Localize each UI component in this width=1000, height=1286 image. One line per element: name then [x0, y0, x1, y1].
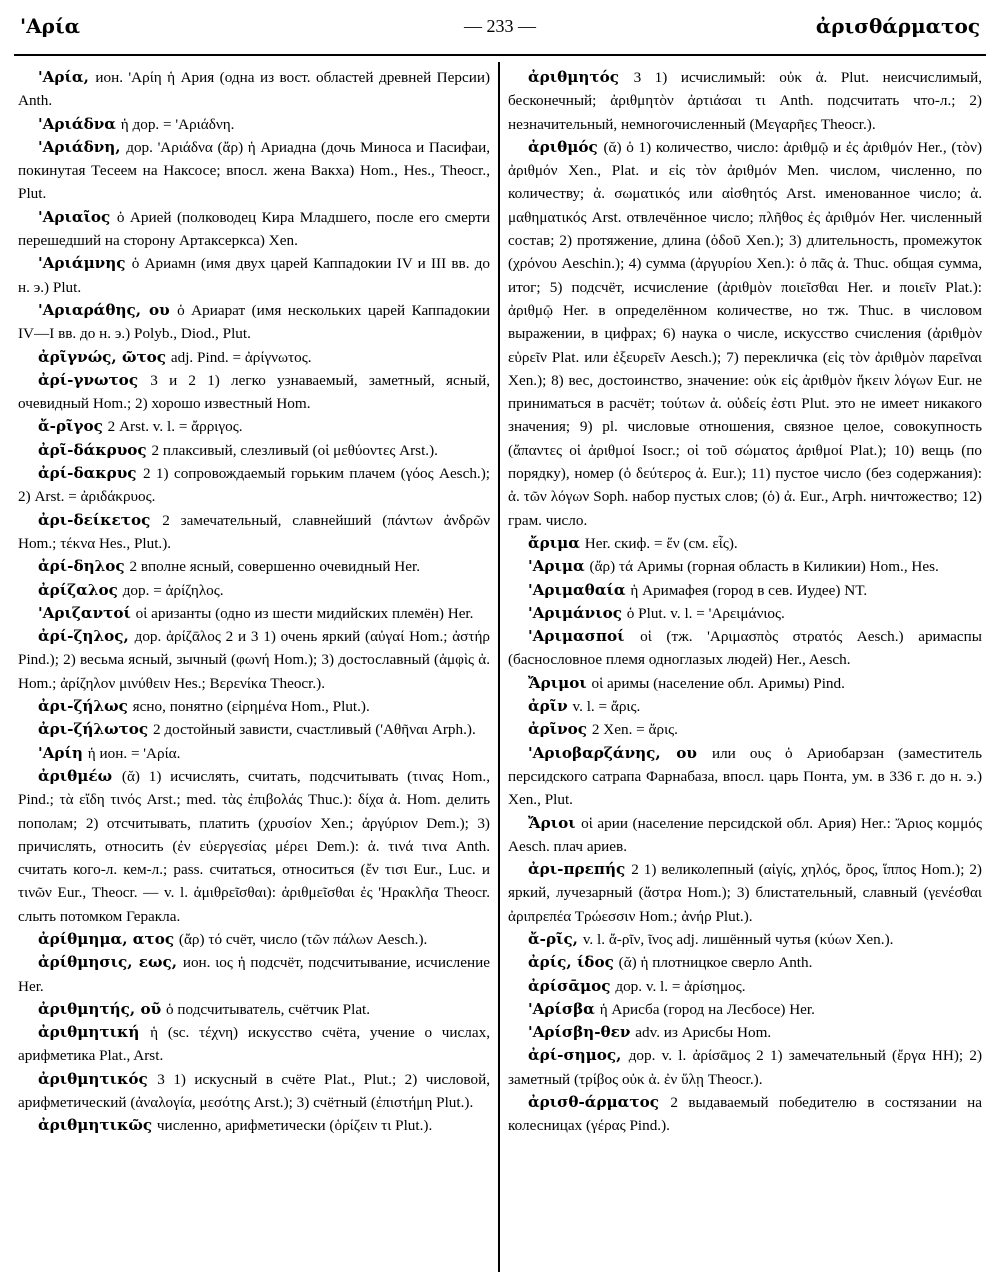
entry-definition: adj. Pind. = ἀρίγνωτος. [170, 348, 312, 366]
entry-headword: ἀρί-ζηλος, [38, 627, 129, 646]
entry-headword: 'Αριάδνη, [38, 137, 121, 156]
entry-headword: ἀρι-ζήλωτος [38, 720, 149, 739]
entry-definition: ἡ (sc. τέχνη) искусство счёта, учение о числах, арифметика Plat., Arst. [18, 1024, 490, 1065]
entry-definition: ион. ιος ἡ подсчёт, подсчитывание, исчисление Her. [18, 954, 490, 995]
entry-definition: ἡ Арисба (город на Лесбосе) Her. [599, 1000, 815, 1018]
dictionary-entry [508, 1091, 982, 1138]
dictionary-entry [508, 928, 982, 951]
dictionary-entry [18, 579, 490, 602]
running-head-left: 'Αρία [20, 14, 81, 38]
entry-definition: ὁ Ариарат (имя нескольких царей Каппадокии IV—I вв. до н. э.) Polyb., Diod., Plut. [18, 301, 490, 343]
entry-definition: численно, арифметически (ὁρίζειν τι Plut.). [156, 1117, 433, 1135]
entry-definition: дор. ἀρίζᾱλος 2 и 3 1) очень яркий (αὐγαί Hom.; ἀστήρ Pind.); 2) весьма ясный, зычный (φωνή Hom.); 3) достославный (ἀμφὶς ἀ. Hom.; ἀρίζηλον μινύθειν Hes.; Βερενίκα Theocr.). [18, 628, 490, 692]
entry-definition: 2 выдаваемый победителю в состязании на колесницах (γέρας Pind.). [508, 1094, 982, 1135]
entry-headword: ἀρίζαλος [38, 580, 118, 599]
left-column [18, 66, 490, 1276]
dictionary-entry [508, 579, 982, 602]
dictionary-entry [508, 136, 982, 532]
entry-headword: ἀριθμητική [38, 1023, 140, 1042]
dictionary-entry [508, 998, 982, 1021]
dictionary-entry [508, 625, 982, 672]
entry-headword: 'Αριμασποί [528, 627, 625, 646]
entry-headword: ἀρῖνος [528, 720, 588, 739]
dictionary-entry [18, 1114, 490, 1137]
entry-headword: ἀρί-γνωτος [38, 370, 139, 389]
entry-headword: ἀρῖγνώς, ῶτος [38, 347, 167, 366]
dictionary-entry [508, 66, 982, 136]
entry-definition: дор. v. l. = ἀρίσημος. [615, 977, 746, 995]
entry-definition: (ᾰ) ὁ 1) количество, число: ἀριθμῷ и ἐς ἀριθμόν Her., (τὸν) ἀριθμόν Xen., Plat. и εἰς τὸν ἀριθμόν Men. числом, численно, по количеству; ἀ. σωματικός или αἰσθητός Arst. именованное число; ἀ. μαθηματικός Arst. отвлечённое число; πλῆθος ἐς ἀριθμόν Her. численный состав; 2) протяжение, длина (ὁδοῦ Xen.); 3) длительность, промежуток (χρόνου Aeschin.); 4) сумма (ἀργυρίου Xen.): ὁ πᾶς ἀ. Thuc. общая сумма, итог; 5) подсчёт, исчисление (ἀριθμὸν ποιεῖσθαι Her. и ποιεῖν Plat.): ἀριθμῷ Her. в определённом количестве, но тж. Thuc. в числовом выражении, в цифрах; 6) наука о числе, искусство счисления (ἀριθμὸν εὑρεῖν Plat. или ἐξευρεῖν Aesch.); 7) перекличка (εἰς τὸν ἀριθμὸν παρεῖναι Xen.); 8) вес, достоинство, значение: οὐκ εἰς ἀριθμὸν ἥκειν λόγων Eur. не приниматься в расчёт; τούτων ἀ. οὐδείς ἐστι Plut. это не имеет никакого значения; 9) pl. числовые отношения, связное целое, совокупность (ἅπαντες οἱ ἀριθμοί Isocr.; οἱ τοῦ σώματος ἀριθμοί Plat.); 10) вещь (по порядку), номер (ὁ δεύτερος ἀ. Eur.); 11) пустое число (без содержания): ἀ. τῶν λόγων Soph. набор пустых слов; (ὁ) ἀ. Eur., Arph. ничтожество; 12) грам. число. [508, 138, 982, 529]
entry-definition: дор. = ἀρίζηλος. [122, 581, 224, 599]
dictionary-entry [18, 113, 490, 136]
dictionary-entry [508, 1044, 982, 1091]
entry-headword: ἀρῖ-δάκρυος [38, 440, 147, 459]
dictionary-entry [18, 951, 490, 998]
entry-definition: οἱ аримы (население обл. Аримы) Pind. [591, 674, 845, 692]
entry-headword: ἀρι-ζήλως [38, 697, 128, 716]
dictionary-entry [508, 812, 982, 859]
entry-headword: 'Αριαράθης, ου [38, 300, 170, 319]
entry-definition: 2 замечательный, славнейший (πάντων ἀνδρῶν Hom.; τέκνα Hes., Plut.). [18, 511, 490, 552]
entry-definition: οἱ арии (население персидской обл. Ария) Her.: Ἄριος κομμός Aesch. плач ариев. [508, 814, 982, 855]
dictionary-entry [18, 718, 490, 741]
entry-definition: ὁ Plut. v. l. = 'Αρειμάνιος. [626, 604, 785, 622]
entry-definition: (ᾰ) 1) исчислять, считать, подсчитывать (τινας Hom., Pind.; τὰ εἴδη τινός Arst.; med. τὰς ἐπιβολάς Thuc.): δίχα ἀ. Hom. делить пополам; 2) отсчитывать, платить (χρυσίον Xen.; ἀργύριον Dem.); 3) причислять, относить (ἐν εὐεργεσίας μέρει Dem.): ἀ. τινά τινα Anth. считать кого-л. кем-л.; pass. считаться, относиться (ἔν τισι Eur., Luc. и τινῶν Eur., Theocr. — v. l. ἀμιθρεῖσθαι): ἀριθμεῖσθαι ἐς 'Ηρακλῆα Theocr. слыть потомком Геракла. [18, 767, 490, 925]
dictionary-entry [18, 928, 490, 951]
entry-headword: Ἄριοι [528, 813, 576, 832]
entry-definition: ὁ Ариамн (имя двух царей Каппадокии IV и III вв. до н. э.) Plut. [18, 255, 490, 296]
dictionary-entry [18, 1068, 490, 1115]
entry-headword: ἀρίς, ίδος [528, 953, 614, 972]
entry-headword: ἀρῖν [528, 697, 568, 716]
entry-headword: ἀριθμητός [528, 68, 620, 86]
right-column [508, 66, 982, 1276]
entry-headword: ἄριμα [528, 533, 580, 552]
dictionary-entry [18, 625, 490, 695]
header-rule [14, 54, 986, 56]
dictionary-entry [18, 602, 490, 625]
entry-definition: v. l. ἄ-ρῖν, ῖνος adj. лишённый чутья (κύων Xen.). [582, 930, 894, 948]
dictionary-entry [18, 415, 490, 438]
dictionary-entry [18, 765, 490, 928]
entry-definition: 3 и 2 1) легко узнаваемый, заметный, ясный, очевидный Hom.; 2) хорошо известный Hom. [18, 371, 490, 413]
entry-definition: ясно, понятно (εἰρημένα Hom., Plut.). [132, 698, 370, 716]
page-number: — 233 — [464, 16, 536, 36]
entry-headword: ἀρίθμημα, ατος [38, 929, 175, 948]
dictionary-entry [18, 136, 490, 206]
entry-definition: ἡ дор. = 'Αριάδνη. [120, 115, 235, 133]
dictionary-entry [18, 439, 490, 462]
dictionary-entry [18, 66, 490, 113]
dictionary-entry [18, 462, 490, 509]
dictionary-entry [18, 555, 490, 578]
entry-headword: Ἄριμοι [528, 673, 587, 692]
entry-headword: 'Αριαῖος [38, 207, 111, 226]
entry-headword: ἀρί-δηλος [38, 557, 125, 576]
dictionary-entry [508, 858, 982, 928]
dictionary-entry [508, 532, 982, 555]
entry-definition: ὁ Арией (полководец Кира Младшего, после его смерти перешедший на сторону Артаксеркса) Xen. [18, 208, 490, 250]
dictionary-entry [18, 206, 490, 253]
entry-headword: 'Αρίσβη-θεν [528, 1023, 631, 1042]
entry-headword: ἀριθμός [528, 137, 598, 156]
entry-headword: ἀρισθ-άρματος [528, 1093, 659, 1112]
dictionary-entry [18, 742, 490, 765]
entry-definition: 3 1) искусный в счёте Plat., Plut.; 2) числовой, арифметический (ἀναλογία, μεσότης Arst.); 3) счётный (ἐπιστήμη Plut.). [18, 1070, 490, 1112]
entry-headword: 'Αριάδνα [38, 114, 116, 133]
dictionary-entry [508, 695, 982, 718]
page-header [14, 14, 986, 40]
entry-headword: ἀρί-σημος, [528, 1046, 622, 1065]
entry-definition: ἡ Аримафея (город в сев. Иудее) NT. [630, 581, 868, 599]
dictionary-entry [508, 672, 982, 695]
entry-definition: 2 1) сопровождаемый горьким плачем (γόος Aesch.); 2) Arst. = ἀριδάκρυος. [18, 465, 490, 506]
dictionary-entry [508, 742, 982, 812]
entry-definition: или ους ὁ Ариобарзан (заместитель персидского сатрапа Фарнабаза, впосл. царь Понта, ум. в 336 г. до н. э.) Xen., Plut. [508, 744, 982, 809]
entry-headword: ἀρι-πρεπής [528, 860, 626, 879]
dictionary-entry [508, 602, 982, 625]
dictionary-entry [508, 951, 982, 974]
entry-definition: ἡ ион. = 'Αρία. [87, 744, 181, 762]
entry-headword: 'Αρίη [38, 743, 83, 762]
running-head-right: ἀρισθάρματος [815, 14, 980, 38]
entry-definition: 2 1) великолепный (αἰγίς, χηλός, ὄρος, ἵππος Hom.); 2) яркий, лучезарный (ἄστρα Hom.); 3) блистательный, славный (γενέσθαι ἀριπρεπέα Τρώεσσιν Hom.; ἀνήρ Plut.). [508, 861, 982, 925]
entry-headword: 'Αρίσβα [528, 999, 595, 1018]
entry-definition: ион. 'Αρίη ἡ Ария (одна из вост. областей древней Персии) Anth. [18, 69, 490, 110]
entry-definition: 2 Xen. = ἄρις. [591, 721, 678, 739]
entry-headword: ἀριθμητής, οῦ [38, 999, 162, 1018]
entry-headword: 'Αριζαντοί [38, 603, 131, 622]
dictionary-entry [18, 695, 490, 718]
entry-definition: (ᾰ) ἡ плотницкое сверло Anth. [618, 954, 813, 972]
entry-definition: дор. 'Αριάδνα (ἄρ) ἡ Ариадна (дочь Миноса и Пасифаи, покинутая Тесеем на Наксосе; впосл. жена Вакха) Hom., Hes., Theocr., Plut. [18, 138, 490, 203]
dictionary-entry [18, 1021, 490, 1068]
entry-headword: ἀρι-δείκετος [38, 510, 151, 529]
entry-definition: οἱ (тж. 'Αριμασπὸς στρατός Aesch.) аримаспы (баснословное племя одноглазых людей) Her., Aesch. [508, 628, 982, 669]
entry-headword: 'Αριοβαρζάνης, ου [528, 743, 697, 762]
entry-definition: 3 1) исчислимый: οὐκ ἀ. Plut. неисчислимый, бесконечный; ἀριθμητὸν ἀρτιάσαι τι Anth. подсчитать что-л.; 2) незначительный, немногочисленный (Μεγαρῆες Theocr.). [508, 69, 982, 133]
entry-headword: 'Αρία, [38, 68, 89, 86]
entry-definition: 2 плаксивый, слезливый (οἱ μεθύοντες Arst.). [151, 441, 438, 459]
column-divider [498, 62, 500, 1272]
dictionary-entry [508, 1021, 982, 1044]
entry-headword: ἄ-ρῖγος [38, 417, 103, 436]
entry-definition: 2 достойный зависти, счастливый ('Αθῆναι Arph.). [153, 721, 476, 739]
entry-headword: 'Αριμα [528, 557, 585, 576]
dictionary-entry [18, 998, 490, 1021]
entry-headword: ἀριθμέω [38, 766, 113, 785]
entry-definition: οἱ аризанты (одно из шести мидийских племён) Her. [135, 604, 474, 622]
dictionary-entry [508, 718, 982, 741]
dictionary-entry [18, 346, 490, 369]
entry-definition: (ἄρ) τό счёт, число (τῶν πάλων Aesch.). [178, 930, 428, 948]
dictionary-entry [508, 555, 982, 578]
entry-definition: ὁ подсчитыватель, счётчик Plat. [166, 1000, 371, 1018]
entry-headword: ἀριθμητικός [38, 1069, 148, 1088]
entry-headword: ἄ-ρῖς, [528, 929, 578, 948]
dictionary-entry [508, 975, 982, 998]
entry-headword: ἀρίσᾱμος [528, 976, 611, 995]
entry-headword: ἀρίθμησις, εως, [38, 953, 177, 972]
entry-headword: ἀρί-δακρυς [38, 464, 137, 483]
entry-definition: adv. из Арисбы Hom. [635, 1024, 772, 1042]
entry-definition: v. l. = ἄρις. [572, 698, 641, 716]
entry-headword: 'Αριμαθαία [528, 580, 626, 599]
dictionary-entry [18, 252, 490, 299]
dictionary-entry [18, 299, 490, 346]
entry-definition: 2 Arst. v. l. = ἄρριγος. [107, 418, 243, 436]
entry-definition: дор. v. l. ἀρίσᾱμος 2 1) замечательный (ἔργα HH); 2) заметный (τρίβος οὐκ ἀ. ἐν ὕλῃ Theocr.). [508, 1047, 982, 1088]
entry-definition: (ἄρ) τά Аримы (горная область в Киликии) Hom., Hes. [589, 558, 939, 576]
entry-headword: 'Αριάμνης [38, 254, 126, 273]
entry-definition: 2 вполне ясный, совершенно очевидный Her. [129, 558, 420, 576]
entry-definition: Her. скиф. = ἕν (см. εἷς). [584, 534, 738, 552]
entry-headword: ἀριθμητικῶς [38, 1116, 153, 1135]
dictionary-entry [18, 369, 490, 416]
dictionary-entry [18, 509, 490, 556]
entry-headword: 'Αριμάνιος [528, 603, 622, 622]
